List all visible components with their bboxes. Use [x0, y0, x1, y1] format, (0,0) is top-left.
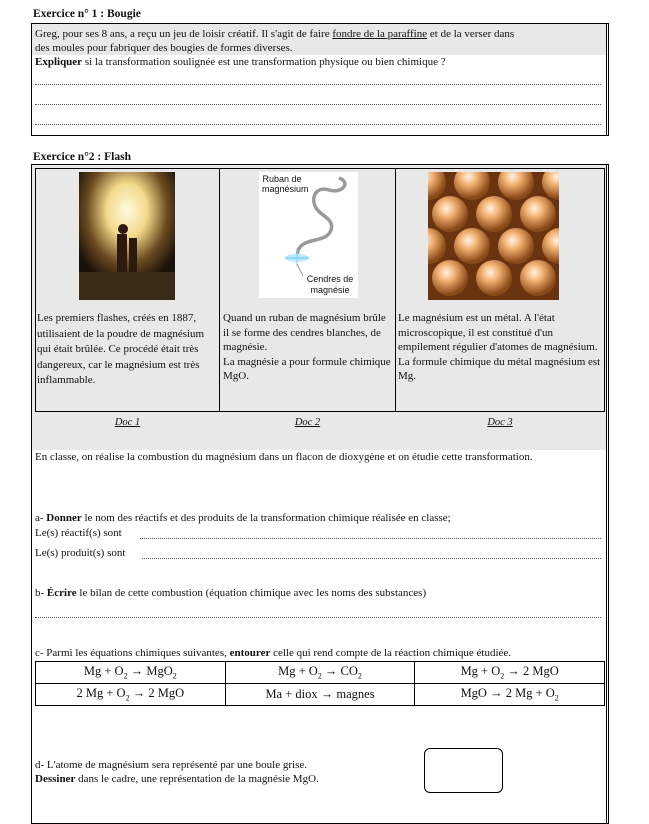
qc-verb: entourer — [229, 647, 271, 659]
ribbon-label-line1: Ruban de — [262, 174, 302, 184]
doc3-text-part1: Le magnésium est un métal. A l'état microscopique, il est constitué d'un empilement régulier d'atomes de magnésium. — [398, 312, 598, 353]
doc1-label: Doc 1 — [114, 417, 141, 428]
question-c — [35, 647, 615, 659]
ex1-answer-line-2[interactable] — [35, 104, 601, 105]
doc2-text — [223, 311, 394, 384]
equation-1[interactable]: $Mg + O_2 \to MgO_2$ — [36, 662, 226, 684]
ashes-label — [302, 274, 358, 296]
qa-text: le nom des réactifs et des produits de la transformation chimique réalisée en classe; — [81, 512, 451, 524]
qb-prefix: b- — [35, 587, 47, 599]
ex1-statement — [35, 27, 605, 69]
qc-text-start: c- Parmi les équations chimiques suivantes, — [35, 647, 230, 659]
doc3-label: Doc 3 — [487, 417, 513, 428]
doc2-label: Doc 2 — [294, 417, 321, 428]
equation-6[interactable]: MgO → 2 $Mg + O_2$ — [415, 684, 605, 706]
question-b — [35, 587, 605, 599]
ex1-answer-line-3[interactable] — [35, 124, 601, 125]
reactifs-answer-line[interactable] — [140, 538, 601, 539]
ex1-question: si la transformation soulignée est une transformation physique ou bien chimique ? — [82, 56, 446, 68]
drawing-frame[interactable] — [424, 748, 503, 793]
qd-text: dans le cadre, une représentation de la magnésie MgO. — [75, 773, 319, 785]
equation-3[interactable]: $Mg + O_2 \to 2$ MgO — [415, 662, 605, 684]
equations-table — [35, 661, 605, 706]
ex1-side-divider — [606, 23, 607, 136]
ex1-underlined-phrase: fondre de la paraffine — [332, 28, 428, 40]
ex1-line1-start: Greg, pour ses 8 ans, a reçu un jeu de loisir créatif. Il s'agit de faire — [35, 28, 333, 40]
doc3-text — [398, 311, 603, 384]
ashes-label-line1: Cendres de — [306, 274, 354, 284]
reactifs-label: Le(s) réactif(s) sont — [35, 527, 122, 539]
doc2-text-part2: La magnésie a pour formule chimique MgO. — [223, 355, 391, 382]
qb-answer-line[interactable] — [35, 617, 601, 618]
produits-answer-line[interactable] — [142, 558, 601, 559]
flash-photo — [79, 172, 175, 300]
qa-verb: Donner — [46, 512, 82, 524]
ashes-label-line2: magnésie — [310, 285, 350, 295]
equation-2[interactable]: $Mg + O_2 \to CO_2$ — [225, 662, 415, 684]
ribbon-label-line2: magnésium — [262, 184, 309, 194]
ex1-title: Exercice n° 1 : Bougie — [33, 8, 141, 20]
qd-line1: d- L'atome de magnésium sera représenté par une boule grise. — [35, 759, 307, 771]
question-d — [35, 758, 425, 786]
doc3-text-part2: La formule chimique du métal magnésium est Mg. — [398, 355, 601, 382]
ex1-answer-line-1[interactable] — [35, 84, 601, 85]
qd-verb: Dessiner — [35, 773, 76, 785]
ex1-line1-end: et de la verser dans — [427, 28, 515, 40]
doc2-text-part1: Quand un ruban de magnésium brûle il se forme des cendres blanches, de magnésie. — [223, 312, 386, 353]
question-a — [35, 512, 605, 524]
doc1-text: Les premiers flashes, créés en 1887, utilisaient de la poudre de magnésium qui était brûlée. Ce procédé était très dangereux, car le magnésium est très inflammable. — [37, 312, 205, 386]
atoms-image — [428, 172, 559, 300]
ribbon-label — [262, 174, 309, 194]
qc-text-end: celle qui rend compte de la réaction chimique étudiée. — [270, 647, 512, 659]
ex1-question-verb: Expliquer — [35, 56, 83, 68]
produits-label: Le(s) produit(s) sont — [35, 547, 126, 559]
qa-prefix: a- — [35, 512, 47, 524]
equation-5[interactable]: Ma + diox → magnes — [225, 684, 415, 706]
ex2-side-divider — [606, 164, 607, 824]
ex2-title: Exercice n°2 : Flash — [33, 151, 131, 163]
qb-text: le bilan de cette combustion (équation chimique avec les noms des substances) — [76, 587, 427, 599]
qb-verb: Écrire — [46, 587, 77, 599]
equation-4[interactable]: 2 $Mg + O_2 \to 2$ MgO — [36, 684, 226, 706]
ex2-intro: En classe, on réalise la combustion du magnésium dans un flacon de dioxygène et on étudie cette transformation. — [35, 451, 533, 463]
ex1-line2: des moules pour fabriquer des bougies de formes diverses. — [35, 42, 293, 54]
